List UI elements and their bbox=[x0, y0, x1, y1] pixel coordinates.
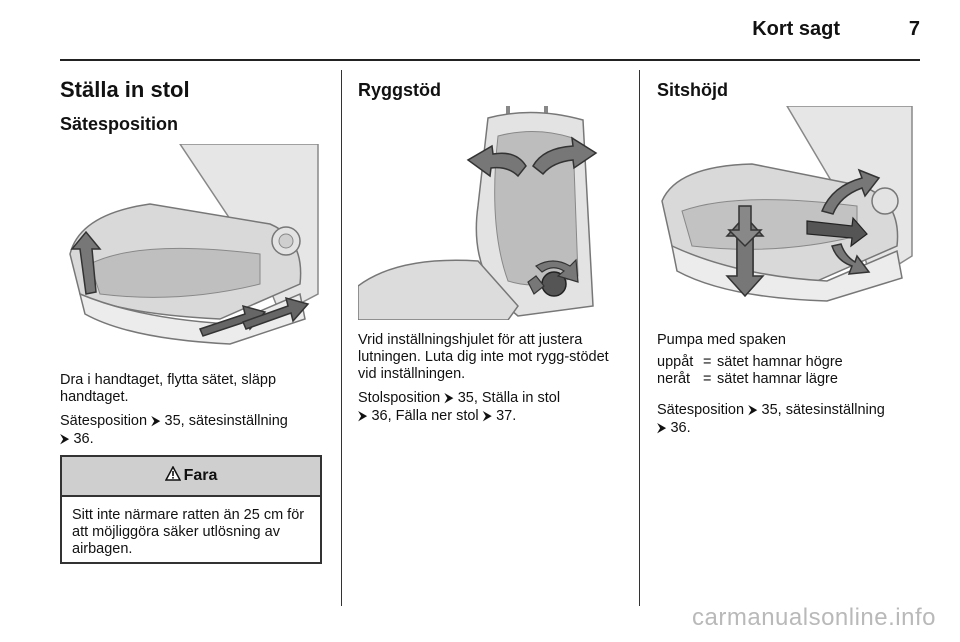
ref-arrow-icon: ⮞ bbox=[657, 420, 667, 435]
page-number: 7 bbox=[908, 18, 920, 40]
header-rule bbox=[60, 59, 920, 61]
definition-term: uppåt bbox=[657, 354, 694, 370]
definition-desc: sätet hamnar lägre bbox=[717, 371, 838, 387]
ref-arrow-icon: ⮞ bbox=[358, 408, 368, 423]
ref-arrow-icon: ⮞ bbox=[444, 390, 454, 405]
ref-page: 35, sätesinställning bbox=[164, 413, 288, 429]
instruction-text: Vrid inställningshjulet för att justera lutningen. Luta dig inte mot rygg-stödet vid inställningen. bbox=[358, 332, 609, 382]
ref-page: 36. bbox=[670, 420, 691, 436]
ref-label: Stolsposition bbox=[358, 390, 441, 406]
danger-warning-box bbox=[60, 455, 322, 564]
seat-height-text bbox=[657, 332, 921, 437]
warning-triangle-icon bbox=[165, 466, 181, 486]
ref-page: 37. bbox=[496, 408, 517, 424]
backrest-text bbox=[358, 332, 622, 425]
ref-arrow-icon: ⮞ bbox=[151, 413, 161, 428]
column-divider-1 bbox=[341, 70, 342, 606]
ref-page: 35, Ställa in stol bbox=[457, 390, 561, 406]
cross-reference bbox=[358, 389, 622, 425]
ref-label: Sätesposition bbox=[60, 413, 148, 429]
ref-arrow-icon: ⮞ bbox=[748, 402, 758, 417]
definition-term: neråt bbox=[657, 371, 691, 387]
definition-row bbox=[657, 371, 921, 388]
seat-position-illustration bbox=[60, 144, 322, 350]
definition-equals: = bbox=[703, 354, 712, 370]
column-divider-2 bbox=[639, 70, 640, 606]
definition-equals: = bbox=[703, 371, 712, 387]
running-header-title: Kort sagt bbox=[752, 18, 840, 40]
seat-height-illustration bbox=[657, 106, 919, 320]
seat-height-drawing bbox=[657, 106, 919, 320]
ref-arrow-icon: ⮞ bbox=[60, 431, 70, 446]
column-seat-position bbox=[60, 76, 324, 136]
backrest-drawing bbox=[358, 106, 620, 320]
subsection-title: Sätesposition bbox=[60, 114, 179, 134]
ref-page: 35, sätesinställning bbox=[761, 402, 885, 418]
warning-body: Sitt inte närmare ratten än 25 cm för att möjliggöra säker utlösning av airbagen. bbox=[72, 507, 305, 557]
warning-header bbox=[62, 457, 320, 497]
column-backrest bbox=[358, 76, 622, 102]
ref-label: Sätesposition bbox=[657, 402, 745, 418]
section-title: Sitshöjd bbox=[657, 80, 728, 100]
ref-arrow-icon: ⮞ bbox=[482, 408, 493, 423]
column-seat-height bbox=[657, 76, 921, 102]
instruction-text: Pumpa med spaken bbox=[657, 332, 786, 348]
ref-page: 36, Fälla ner stol bbox=[371, 408, 479, 424]
definition-desc: sätet hamnar högre bbox=[717, 354, 843, 370]
backrest-illustration bbox=[358, 106, 620, 320]
definition-row bbox=[657, 354, 921, 371]
ref-page: 36. bbox=[73, 431, 94, 447]
seat-position-text bbox=[60, 372, 324, 448]
warning-title: Fara bbox=[183, 467, 218, 484]
cross-reference bbox=[657, 401, 921, 437]
cross-reference bbox=[60, 412, 324, 448]
instruction-text: Dra i handtaget, flytta sätet, släpp handtaget. bbox=[60, 372, 277, 405]
seat-slide-drawing bbox=[60, 144, 322, 350]
watermark: carmanualsonline.info bbox=[692, 604, 936, 631]
section-title: Ställa in stol bbox=[60, 77, 190, 102]
section-title: Ryggstöd bbox=[358, 80, 441, 100]
